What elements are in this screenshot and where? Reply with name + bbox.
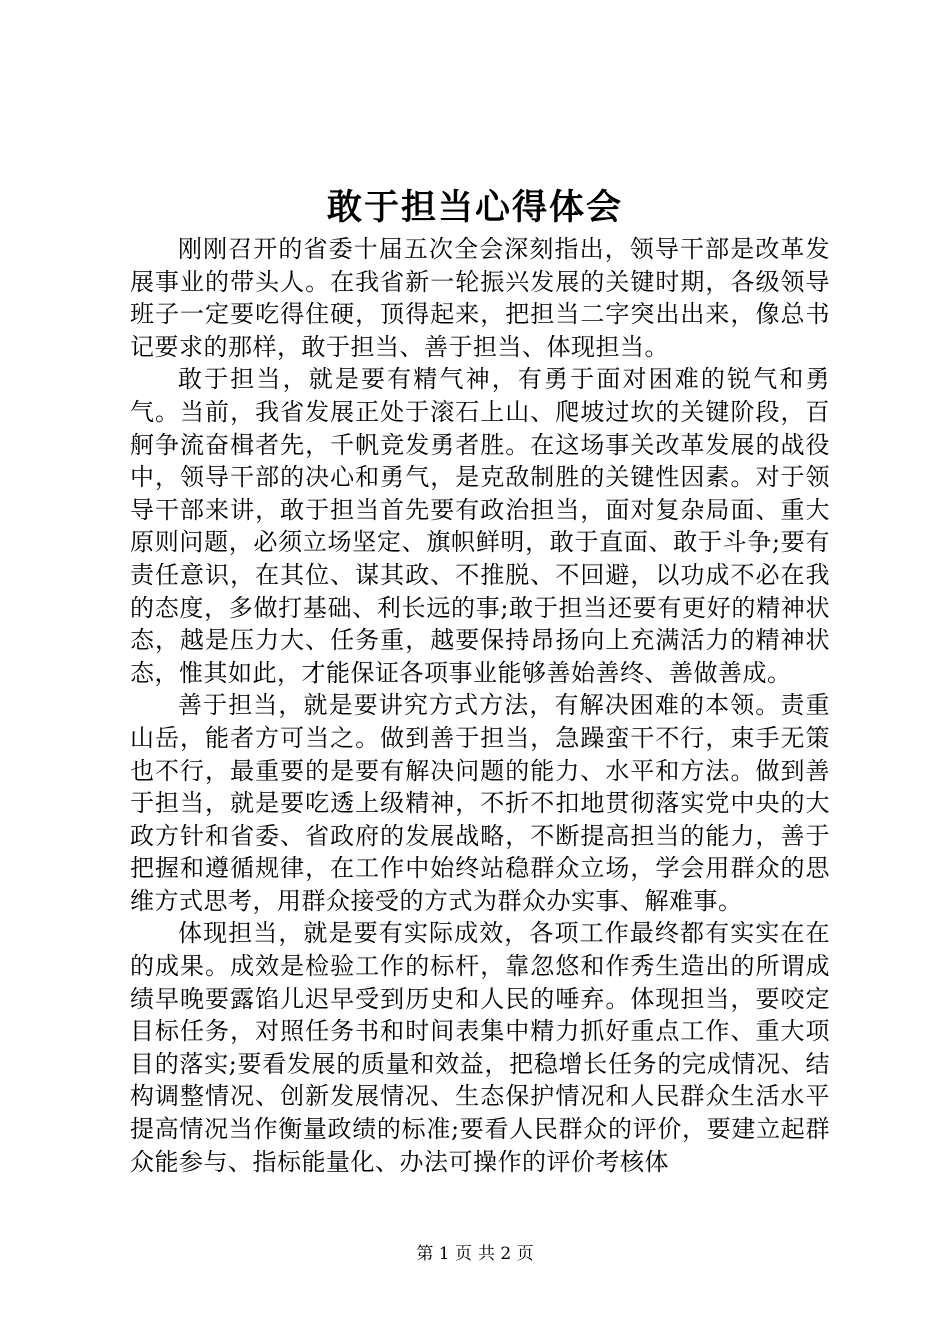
page-number: 第 1 页 [416, 1244, 472, 1264]
document-body [130, 233, 830, 1178]
document-title: 敢于担当心得体会 [326, 187, 623, 228]
paragraph-good-at-taking-responsibility: 善于担当，就是要讲究方式方法，有解决困难的本领。责重山岳，能者方可当之。做到善于担当，急躁蛮干不行，束手无策也不行，最重要的是要有解决问题的能力、水平和方法。做到善于担当，就是要吃透上级精神，不折不扣地贯彻落实党中央的大政方针和省委、省政府的发展战略，不断提高担当的能力，善于把握和遵循规律，在工作中始终站稳群众立场，学会用群众的思维方式思考，用群众接受的方式为群众办实事、解难事。 [130, 691, 830, 915]
paragraph-intro: 刚刚召开的省委十届五次全会深刻指出，领导干部是改革发展事业的带头人。在我省新一轮振兴发展的关键时期，各级领导班子一定要吃得住硬，顶得起来，把担当二字突出出来，像总书记要求的那样，敢于担当、善于担当、体现担当。 [130, 235, 830, 361]
paragraph-embody-responsibility: 体现担当，就是要有实际成效，各项工作最终都有实实在在的成果。成效是检验工作的标杆，靠忽悠和作秀生造出的所谓成绩早晚要露馅儿迟早受到历史和人民的唾弃。体现担当，要咬定目标任务，对照任务书和时间表集中精力抓好重点工作、重大项目的落实;要看发展的质量和效益，把稳增长任务的完成情况、结构调整情况、创新发展情况、生态保护情况和人民群众生活水平提高情况当作衡量政绩的标准;要看人民群众的评价，要建立起群众能参与、指标能量化、办法可操作的评价考核体 [130, 919, 830, 1176]
paragraph-dare-to-take-responsibility: 敢于担当，就是要有精气神，有勇于面对困难的锐气和勇气。当前，我省发展正处于滚石上山、爬坡过坎的关键阶段，百舸争流奋楫者先，千帆竞发勇者胜。在这场事关改革发展的战役中，领导干部的决心和勇气，是克敌制胜的关键性因素。对于领导干部来讲，敢于担当首先要有政治担当，面对复杂局面、重大原则问题，必须立场坚定、旗帜鲜明，敢于直面、敢于斗争;要有责任意识，在其位、谋其政、不推脱、不回避，以功成不必在我的态度，多做打基础、利长远的事;敢于担当还要有更好的精神状态，越是压力大、任务重，越要保持昂扬向上充满活力的精神状态，惟其如此，才能保证各项事业能够善始善终、善做善成。 [130, 365, 830, 687]
page-footer [0, 1242, 950, 1266]
page-total: 共 2 页 [478, 1244, 534, 1264]
